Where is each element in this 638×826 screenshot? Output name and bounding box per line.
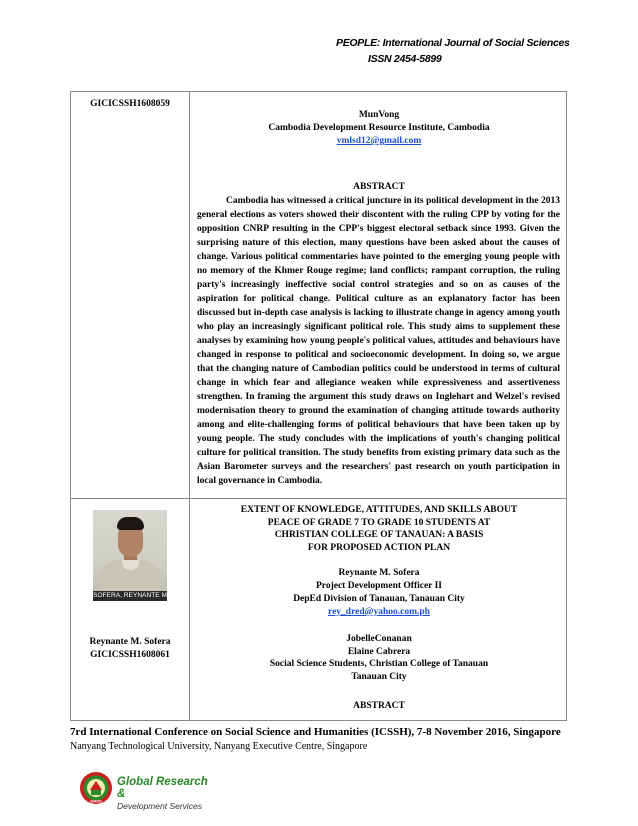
paper1-email-link[interactable]: vmlsd12@gmail.com xyxy=(336,136,422,146)
papers-table xyxy=(70,91,567,721)
paper2-title-line: PEACE OF GRADE 7 TO GRADE 10 STUDENTS AT xyxy=(267,517,491,528)
conference-venue: Nanyang Technological University, Nanyang Executive Centre, Singapore xyxy=(70,741,368,752)
paper2-title xyxy=(190,504,568,554)
journal-issn: ISSN 2454-5899 xyxy=(368,53,442,65)
paper1-id: GICICSSH1608059 xyxy=(90,99,170,109)
paper2-title-line: CHRISTIAN COLLEGE OF TANAUAN: A BASIS xyxy=(274,530,484,540)
logo-text-line2: Development Services xyxy=(117,801,203,811)
coauthor-name: Elaine Cabrera xyxy=(347,646,411,657)
paper2-email-link[interactable]: rey_dred@yahoo.com.ph xyxy=(328,607,430,617)
paper1-content-cell xyxy=(190,92,568,488)
presenter-photo xyxy=(93,510,167,601)
photo-caption: SOFERA, REYNANTE M xyxy=(93,592,167,599)
paper2-author: Reynante M. Sofera xyxy=(338,568,420,578)
presenter-name: Reynante M. Sofera xyxy=(89,637,171,647)
paper2-content-cell xyxy=(190,499,568,713)
paper2-author-block xyxy=(190,567,568,619)
paper1-author: MunVong xyxy=(358,110,400,120)
logo-text xyxy=(117,776,219,812)
paper1-affiliation: Cambodia Development Resource Institute, Cambodia xyxy=(268,123,490,133)
logo-text-line1: Global Research & xyxy=(117,776,208,800)
coauthor-name: JobelleConanan xyxy=(346,634,412,644)
page-footer xyxy=(70,725,590,811)
paper2-title-line: EXTENT OF KNOWLEDGE, ATTITUDES, AND SKILLS ABOUT xyxy=(240,505,518,515)
grds-emblem-icon xyxy=(79,771,113,805)
logo-emblem-text: GRDS xyxy=(90,798,102,804)
paper1-author-block xyxy=(190,109,568,148)
paper1-abstract-heading: ABSTRACT xyxy=(353,182,405,192)
paper1-abstract-text: Cambodia has witnessed a critical juncture in its political development in the 2013 general elections as voters showed their discontent with the ruling CPP by voting for the opposition CNRP resulting in the CPP's biggest electoral setback since 1993. Given the surprising nature of this election, many questions have been asked about the causes of change. Various political commentaries have pointed to the emerging young people with no memory of the Khmer Rouge regime; land conflicts; rampant corruption, the ruling party's increasingly ineffective social control strategies and so on as causes of the aspiration for political change. Political culture as an explanatory factor has been discussed but in-depth case analysis is lacking to illustrate change in agency among youth who play an increasingly significant political role. This study aims to supplement these analyses by examining how young people's political values, attitudes and behaviours have changed in response to political and socioeconomic development. In doing so, we argue that the changing nature of Cambodian politics could be understood in terms of cultural change in which fear and allegiance weaken while expressiveness and assertiveness strengthen. In framing the argument this study draws on Inglehart and Welzel's revised modernisation theory to ground the examination of changing attitude towards authority among and elite-challenging forms of political behaviours that have been taken up by young people. The study concludes with the implications of youth's changing political culture for political transition. The study benefits from existing primary data such as the Asian Barometer surveys and the researchers' past research on youth participation in local governance in Cambodia. xyxy=(197,196,560,486)
paper2-coauthors xyxy=(190,633,568,683)
conference-name: 7rd International Conference on Social Science and Humanities (ICSSH), 7-8 November 2016, Singapore xyxy=(70,726,561,738)
paper1-id-cell xyxy=(71,92,189,109)
presenter-info xyxy=(71,636,189,662)
journal-title: PEOPLE: International Journal of Social Sciences xyxy=(336,37,570,49)
paper2-abstract-heading: ABSTRACT xyxy=(353,701,405,711)
paper2-office: DepEd Division of Tanauan, Tanauan City xyxy=(293,594,465,604)
coauthor-city: Tanauan City xyxy=(351,671,407,682)
coauthor-affiliation: Social Science Students, Christian College of Tanauan xyxy=(269,659,489,669)
grds-logo xyxy=(79,768,219,812)
paper2-id: GICICSSH1608061 xyxy=(90,650,170,660)
paper2-title-line: FOR PROPOSED ACTION PLAN xyxy=(307,542,451,553)
paper2-presenter-cell xyxy=(71,499,189,662)
paper2-position: Project Development Officer II xyxy=(315,581,442,591)
